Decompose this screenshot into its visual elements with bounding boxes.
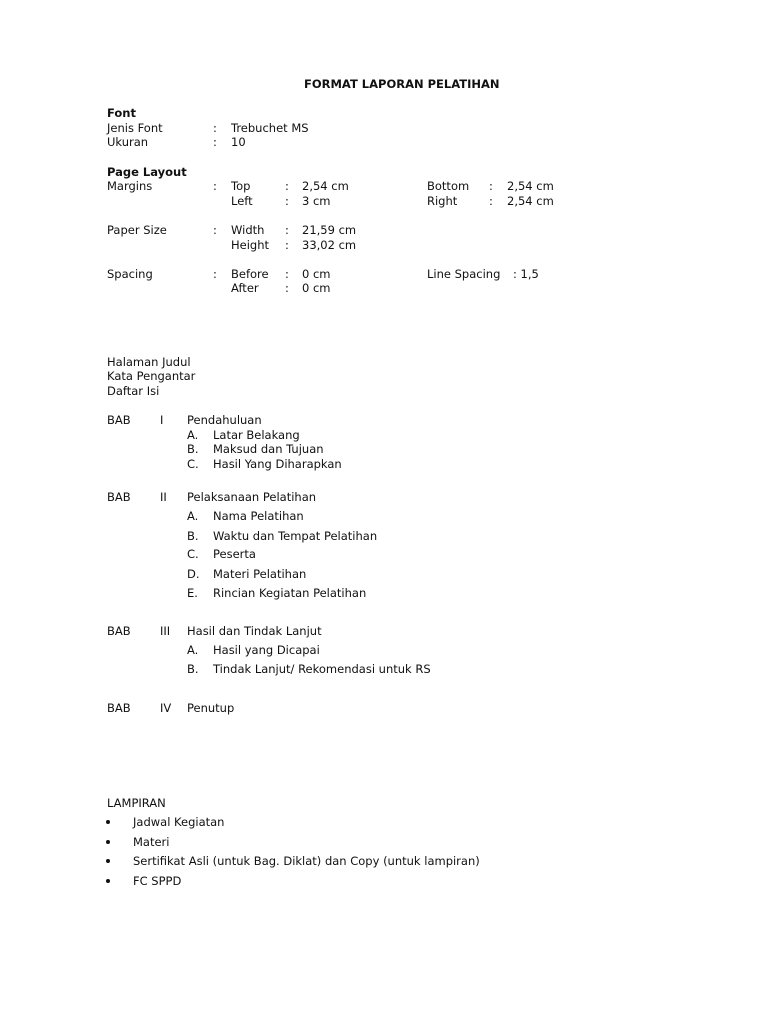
page-layout-heading: Page Layout bbox=[107, 165, 187, 179]
sub-letter: A. bbox=[187, 643, 199, 657]
ukuran-value: 10 bbox=[231, 135, 246, 149]
sub-item: Peserta bbox=[213, 547, 256, 561]
sub-item: Latar Belakang bbox=[213, 428, 300, 442]
lampiran-item: Materi bbox=[133, 835, 170, 849]
colon: : bbox=[213, 223, 217, 237]
paper-size-label: Paper Size bbox=[107, 223, 167, 237]
document-title: FORMAT LAPORAN PELATIHAN bbox=[304, 77, 500, 91]
colon: : bbox=[213, 135, 217, 149]
left-label: Left bbox=[231, 194, 253, 208]
bullet-icon bbox=[106, 859, 110, 863]
bottom-value: 2,54 cm bbox=[507, 179, 554, 193]
sub-letter: E. bbox=[187, 586, 198, 600]
bab-number: I bbox=[160, 413, 164, 427]
bab-title: Penutup bbox=[187, 701, 235, 715]
colon: : bbox=[285, 267, 289, 281]
top-label: Top bbox=[231, 179, 251, 193]
bab-label: BAB bbox=[107, 701, 131, 715]
bab-label: BAB bbox=[107, 413, 131, 427]
sub-item: Nama Pelatihan bbox=[213, 509, 304, 523]
bab-label: BAB bbox=[107, 490, 131, 504]
bab-title: Pendahuluan bbox=[187, 413, 262, 427]
bab-title: Pelaksanaan Pelatihan bbox=[187, 490, 317, 504]
colon: : bbox=[213, 267, 217, 281]
sub-letter: A. bbox=[187, 509, 199, 523]
right-value: 2,54 cm bbox=[507, 194, 554, 208]
sub-letter: C. bbox=[187, 547, 199, 561]
line-spacing-value: : 1,5 bbox=[513, 267, 539, 281]
bullet-icon bbox=[106, 820, 110, 824]
sub-item: Maksud dan Tujuan bbox=[213, 442, 324, 456]
front-item-daftar-isi: Daftar Isi bbox=[107, 384, 160, 398]
sub-item: Materi Pelatihan bbox=[213, 567, 307, 581]
sub-letter: C. bbox=[187, 457, 199, 471]
front-item-halaman-judul: Halaman Judul bbox=[107, 355, 191, 369]
colon: : bbox=[489, 179, 493, 193]
lampiran-item: Sertifikat Asli (untuk Bag. Diklat) dan Copy (untuk lampiran) bbox=[133, 854, 480, 868]
top-value: 2,54 cm bbox=[302, 179, 349, 193]
colon: : bbox=[285, 194, 289, 208]
sub-item: Hasil Yang Diharapkan bbox=[213, 457, 342, 471]
colon: : bbox=[285, 281, 289, 295]
bullet-icon bbox=[106, 879, 110, 883]
sub-item: Waktu dan Tempat Pelatihan bbox=[213, 529, 378, 543]
sub-letter: B. bbox=[187, 442, 199, 456]
colon: : bbox=[285, 238, 289, 252]
right-label: Right bbox=[427, 194, 458, 208]
before-value: 0 cm bbox=[302, 267, 331, 281]
colon: : bbox=[213, 121, 217, 135]
spacing-label: Spacing bbox=[107, 267, 153, 281]
sub-item: Hasil yang Dicapai bbox=[213, 643, 320, 657]
ukuran-label: Ukuran bbox=[107, 135, 149, 149]
sub-item: Tindak Lanjut/ Rekomendasi untuk RS bbox=[213, 662, 431, 676]
bab-number: II bbox=[160, 490, 167, 504]
colon: : bbox=[285, 179, 289, 193]
before-label: Before bbox=[231, 267, 269, 281]
bab-number: IV bbox=[160, 701, 172, 715]
lampiran-item: Jadwal Kegiatan bbox=[133, 815, 225, 829]
front-item-kata-pengantar: Kata Pengantar bbox=[107, 369, 196, 383]
bullet-icon bbox=[106, 840, 110, 844]
colon: : bbox=[285, 223, 289, 237]
height-label: Height bbox=[231, 238, 270, 252]
colon: : bbox=[489, 194, 493, 208]
font-heading: Font bbox=[107, 106, 136, 120]
jenis-font-label: Jenis Font bbox=[107, 121, 163, 135]
margins-label: Margins bbox=[107, 179, 153, 193]
lampiran-item: FC SPPD bbox=[133, 874, 182, 888]
bab-number: III bbox=[160, 624, 171, 638]
width-value: 21,59 cm bbox=[302, 223, 357, 237]
sub-item: Rincian Kegiatan Pelatihan bbox=[213, 586, 367, 600]
line-spacing-label: Line Spacing bbox=[427, 267, 501, 281]
bottom-label: Bottom bbox=[427, 179, 470, 193]
bab-title: Hasil dan Tindak Lanjut bbox=[187, 624, 322, 638]
left-value: 3 cm bbox=[302, 194, 331, 208]
bab-label: BAB bbox=[107, 624, 131, 638]
sub-letter: D. bbox=[187, 567, 200, 581]
after-value: 0 cm bbox=[302, 281, 331, 295]
sub-letter: A. bbox=[187, 428, 199, 442]
height-value: 33,02 cm bbox=[302, 238, 357, 252]
width-label: Width bbox=[231, 223, 265, 237]
after-label: After bbox=[231, 281, 259, 295]
jenis-font-value: Trebuchet MS bbox=[231, 121, 309, 135]
sub-letter: B. bbox=[187, 662, 199, 676]
sub-letter: B. bbox=[187, 529, 199, 543]
colon: : bbox=[213, 179, 217, 193]
lampiran-heading: LAMPIRAN bbox=[107, 796, 166, 810]
